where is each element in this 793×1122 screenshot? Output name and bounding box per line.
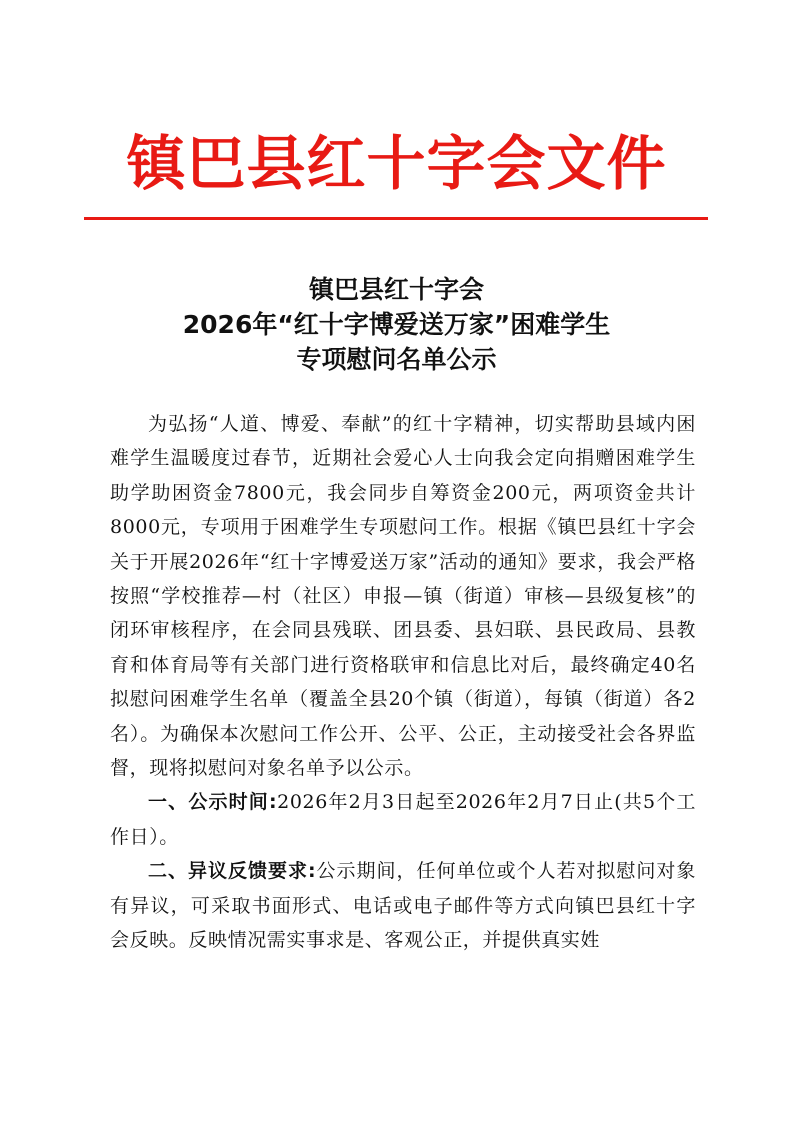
section-2-text: 公示期间，任何单位或个人若对拟慰问对象有异议，可采取书面形式、电话或电子邮件等方式向镇巴县红十字会反映。反映情况需实事求是、客观公正，并提供真实姓 [110, 860, 696, 952]
section-objection-feedback [110, 854, 696, 957]
section-1-text: 2026年2月3日起至2026年2月7日止(共5个工作日）。 [110, 791, 696, 848]
title-line-3: 专项慰问名单公示 [296, 345, 497, 374]
red-separator-line [84, 217, 708, 220]
document-body [110, 407, 696, 958]
document-title [0, 272, 793, 377]
intro-paragraph: 为弘扬“人道、博爱、奉献”的红十字精神，切实帮助县域内困难学生温暖度过春节，近期社会爱心人士向我会定向捐赠困难学生助学助困资金7800元，我会同步自筹资金200元，两项资金共计8000元，专项用于困难学生专项慰问工作。根据《镇巴县红十字会关于开展2026年“红十字博爱送万家”活动的通知》要求，我会严格按照“学校推荐—村（社区）申报—镇（街道）审核—县级复核”的闭环审核程序，在会同县残联、团县委、县妇联、县民政局、县教育和体育局等有关部门进行资格联审和信息比对后，最终确定40名拟慰问困难学生名单（覆盖全县20个镇（街道），每镇（街道）各2名）。为确保本次慰问工作公开、公平、公正，主动接受社会各界监督，现将拟慰问对象名单予以公示。 [110, 413, 696, 780]
section-2-label: 二、异议反馈要求: [148, 860, 317, 883]
title-line-1: 镇巴县红十字会 [308, 275, 484, 304]
section-1-label: 一、公示时间: [148, 791, 278, 814]
document-masthead: 镇巴县红十字会文件 [126, 129, 667, 198]
title-line-2: 2026年“红十字博爱送万家”困难学生 [182, 310, 611, 339]
section-publicity-period [110, 785, 696, 854]
